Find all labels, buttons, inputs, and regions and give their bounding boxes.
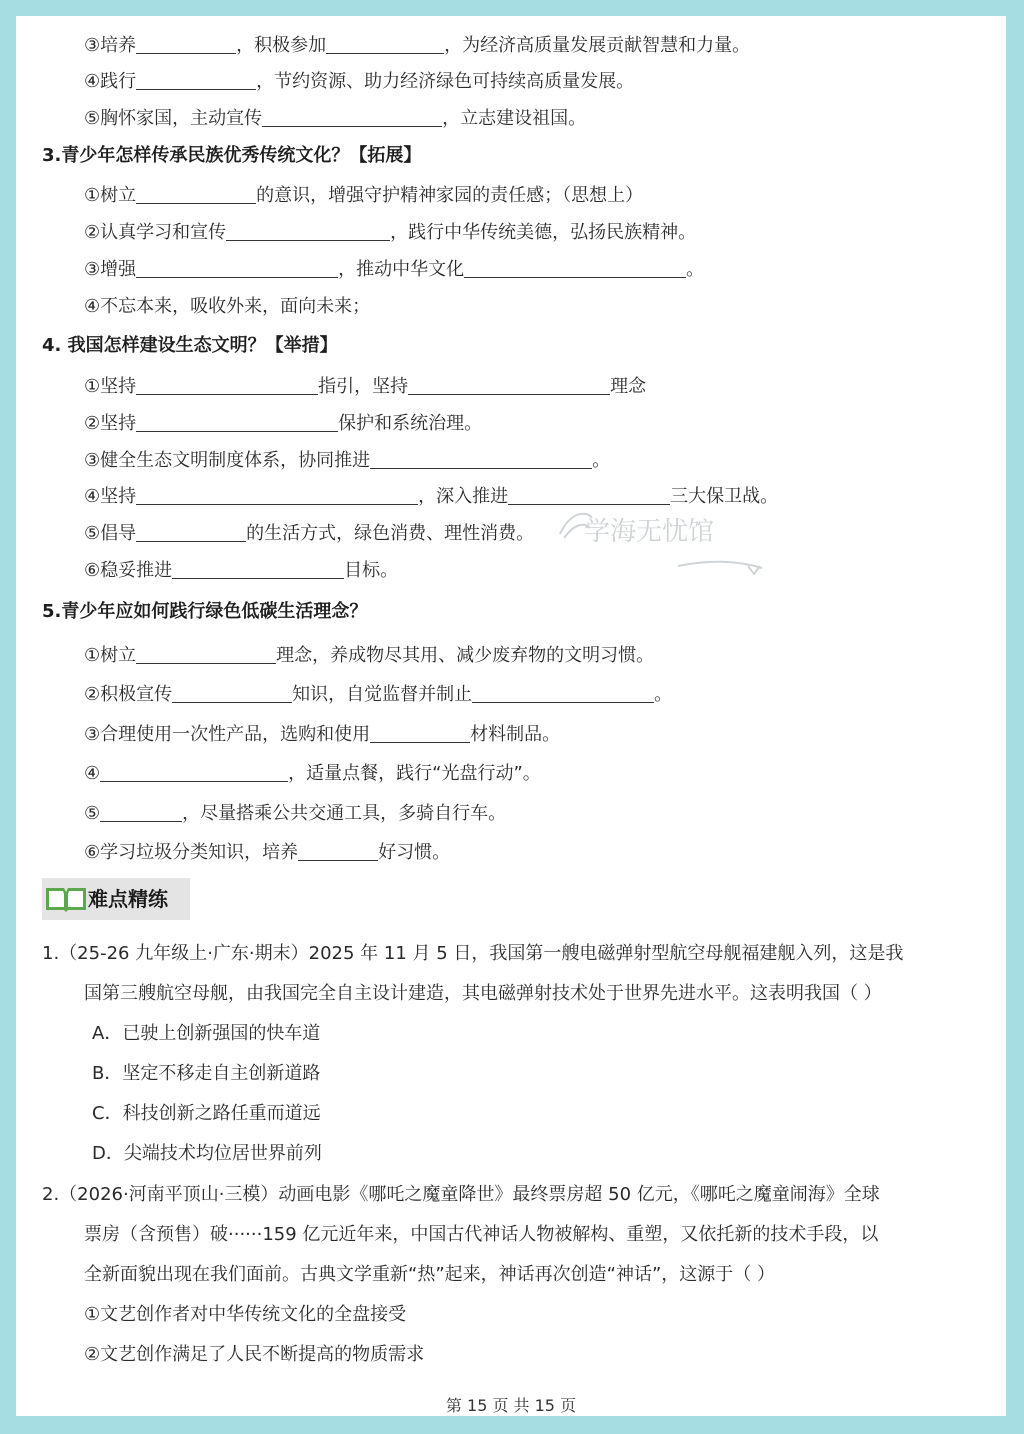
open-book-icon: [44, 884, 88, 914]
option-2[interactable]: ②文艺创作满足了人民不断提高的物质需求: [84, 1344, 425, 1365]
fill-item: ①树立 理念，养成物尽其用、减少废弃物的文明习惯。: [84, 645, 655, 666]
answer-blank[interactable]: [172, 560, 344, 579]
answer-blank[interactable]: [136, 71, 256, 90]
answer-blank[interactable]: [136, 259, 338, 278]
page-number: 第 15 页 共 15 页: [445, 1396, 577, 1415]
fill-item: ④践行 ，节约资源、助力经济绿色可持续高质量发展。: [84, 71, 635, 92]
fill-item: ⑤倡导 的生活方式，绿色消费、理性消费。: [84, 523, 535, 544]
answer-blank[interactable]: [370, 724, 470, 743]
question-stem: 票房（含预售）破······159 亿元近年来，中国古代神话人物被解构、重塑，又依托新的技术手段，以: [84, 1224, 879, 1245]
answer-blank[interactable]: [136, 185, 256, 204]
answer-blank[interactable]: [262, 108, 442, 127]
fill-item: ③增强 ，推动中华文化 。: [84, 259, 705, 280]
option-d[interactable]: D．尖端技术均位居世界前列: [92, 1143, 322, 1164]
watermark-underline-icon: [676, 556, 766, 580]
answer-blank[interactable]: [136, 523, 246, 542]
answer-blank[interactable]: [136, 35, 236, 54]
option-a[interactable]: A．已驶上创新强国的快车道: [92, 1023, 321, 1044]
answer-blank[interactable]: [370, 450, 592, 469]
answer-blank[interactable]: [464, 259, 686, 278]
section-title: 难点精练: [88, 887, 168, 911]
option-c[interactable]: C．科技创新之路任重而道远: [92, 1103, 321, 1124]
fill-item: ④坚持 ，深入推进 三大保卫战。: [84, 486, 779, 507]
answer-blank[interactable]: [508, 486, 670, 505]
answer-blank[interactable]: [472, 684, 654, 703]
question-stem: 2.（2026·河南平顶山·三模）动画电影《哪吒之魔童降世》最终票房超 50 亿元，《哪吒之魔童闹海》全球: [42, 1184, 880, 1205]
answer-blank[interactable]: [172, 684, 292, 703]
question-stem: 1.（25-26 九年级上·广东·期末）2025 年 11 月 5 日，我国第一艘电磁弹射型航空母舰福建舰入列，这是我: [42, 943, 904, 964]
fill-item: ④不忘本来，吸收外来，面向未来；: [84, 296, 371, 317]
question-title: 3.青少年怎样传承民族优秀传统文化？【拓展】: [42, 145, 422, 166]
answer-blank[interactable]: [100, 763, 288, 782]
section-header: [42, 878, 190, 920]
answer-blank[interactable]: [298, 842, 378, 861]
fill-item: ③合理使用一次性产品，选购和使用 材料制品。: [84, 724, 561, 745]
answer-blank[interactable]: [136, 413, 338, 432]
answer-blank[interactable]: [100, 803, 182, 822]
watermark-text: 学海无忧馆: [584, 517, 715, 547]
fill-item: ⑥稳妥推进 目标。: [84, 560, 399, 581]
answer-blank[interactable]: [136, 376, 318, 395]
answer-blank[interactable]: [226, 222, 390, 241]
option-1[interactable]: ①文艺创作者对中华传统文化的全盘接受: [84, 1304, 407, 1325]
answer-blank[interactable]: [136, 486, 418, 505]
worksheet-page: [16, 16, 1006, 1416]
fill-item: ⑥学习垃圾分类知识，培养 好习惯。: [84, 842, 451, 863]
fill-item: ②认真学习和宣传 ，践行中华传统美德，弘扬民族精神。: [84, 222, 697, 243]
fill-item: ③培养 ，积极参加 ，为经济高质量发展贡献智慧和力量。: [84, 35, 751, 56]
fill-item: ⑤ ，尽量搭乘公共交通工具，多骑自行车。: [84, 803, 507, 824]
question-title: 5.青少年应如何践行绿色低碳生活理念？: [42, 601, 368, 622]
fill-item: ④ ，适量点餐，践行“光盘行动”。: [84, 763, 541, 784]
fill-item: ②坚持 保护和系统治理。: [84, 413, 483, 434]
fill-item: ①坚持 指引，坚持 理念: [84, 376, 647, 397]
fill-item: ③健全生态文明制度体系，协同推进 。: [84, 450, 611, 471]
answer-blank[interactable]: [326, 35, 444, 54]
fill-item: ②积极宣传 知识，自觉监督并制止 。: [84, 684, 673, 705]
answer-blank[interactable]: [136, 645, 276, 664]
question-title: 4. 我国怎样建设生态文明？【举措】: [42, 335, 338, 356]
answer-blank[interactable]: [408, 376, 610, 395]
option-b[interactable]: B．坚定不移走自主创新道路: [92, 1063, 321, 1084]
question-stem: 全新面貌出现在我们面前。古典文学重新“热”起来，神话再次创造“神话”，这源于（ ）: [84, 1264, 776, 1285]
fill-item: ①树立 的意识，增强守护精神家园的责任感；（思想上）: [84, 185, 644, 206]
question-stem: 国第三艘航空母舰，由我国完全自主设计建造，其电磁弹射技术处于世界先进水平。这表明我国（ ）: [84, 983, 882, 1004]
fill-item: ⑤胸怀家国，主动宣传 ，立志建设祖国。: [84, 108, 587, 129]
